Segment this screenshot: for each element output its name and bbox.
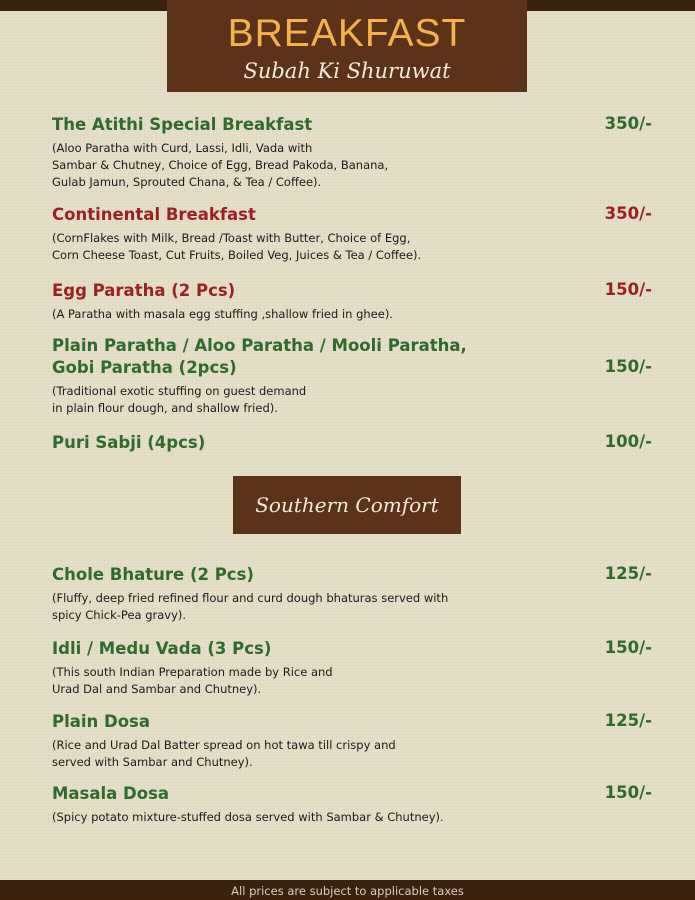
header-banner [167,0,527,92]
menu-item [52,204,652,264]
item-price: 350/- [604,114,652,133]
item-name: Idli / Medu Vada (3 Pcs) [52,639,272,658]
item-price: 100/- [604,432,652,451]
section-banner [233,476,461,534]
item-price: 150/- [604,357,652,376]
item-name: Puri Sabji (4pcs) [52,433,206,452]
tax-note: All prices are subject to applicable taxes [231,884,464,898]
item-name: Egg Paratha (2 Pcs) [52,281,236,300]
menu-item [52,432,652,454]
item-name: Chole Bhature (2 Pcs) [52,565,254,584]
menu-title: BREAKFAST [227,12,467,55]
item-name: Continental Breakfast [52,205,256,224]
item-description: (Rice and Urad Dal Batter spread on hot tawa till crispy and served with Sambar and Chutney). [52,738,396,769]
item-price: 150/- [604,783,652,802]
item-price: 350/- [604,204,652,223]
item-description: (This south Indian Preparation made by Rice and Urad Dal and Sambar and Chutney). [52,665,333,696]
menu-item [52,335,652,417]
item-price: 150/- [604,638,652,657]
menu-item [52,711,652,771]
item-description: (Fluffy, deep fried refined flour and curd dough bhaturas served with spicy Chick-Pea gravy). [52,591,449,622]
menu-item [52,564,652,624]
item-description: (CornFlakes with Milk, Bread /Toast with Butter, Choice of Egg, Corn Cheese Toast, Cut Fruits, Boiled Veg, Juices & Tea / Coffee). [52,231,422,262]
menu-item [52,114,652,191]
item-name: Plain Paratha / Aloo Paratha / Mooli Paratha, Gobi Paratha (2pcs) [52,336,467,377]
menu-item [52,638,652,698]
menu-subtitle: Subah Ki Shuruwat [243,59,451,83]
menu-item [52,280,652,323]
menu-item [52,783,652,826]
item-price: 125/- [604,711,652,730]
item-description: (A Paratha with masala egg stuffing ,shallow fried in ghee). [52,307,393,321]
item-name: Plain Dosa [52,712,151,731]
item-price: 150/- [604,280,652,299]
item-description: (Traditional exotic stuffing on guest demand in plain flour dough, and shallow fried). [52,384,307,415]
item-description: (Aloo Paratha with Curd, Lassi, Idli, Vada with Sambar & Chutney, Choice of Egg, Bread Pakoda, Banana, Gulab Jamun, Sprouted Chana, & Tea / Coffee). [52,141,389,189]
item-price: 125/- [604,564,652,583]
section-title: Southern Comfort [255,493,439,517]
item-description: (Spicy potato mixture-stuffed dosa served with Sambar & Chutney). [52,810,444,824]
item-name: Masala Dosa [52,784,170,803]
item-name: The Atithi Special Breakfast [52,115,313,134]
